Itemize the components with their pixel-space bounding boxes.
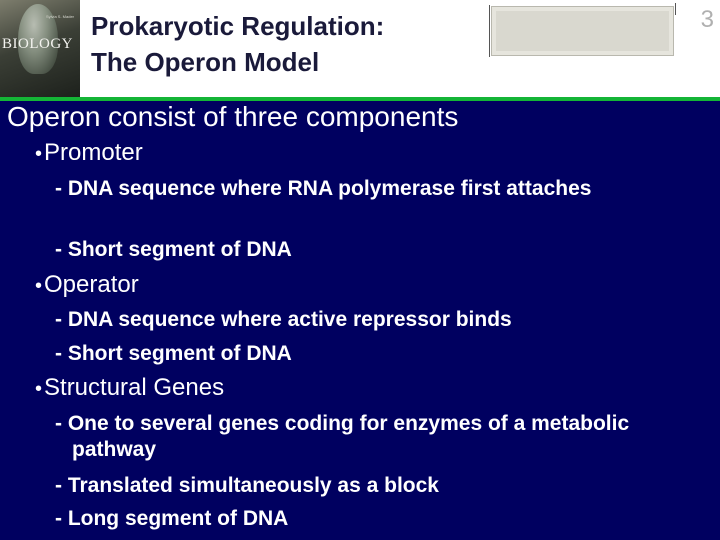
subpoint: - Translated simultaneously as a block — [55, 474, 439, 497]
bullet-label: Structural Genes — [44, 374, 225, 401]
slide-title — [91, 8, 471, 80]
slide-body — [0, 101, 720, 540]
header-photo — [491, 6, 674, 56]
photo-frame-line — [489, 5, 490, 57]
bullet-structural-genes — [35, 374, 224, 403]
bullet-operator — [35, 271, 139, 300]
bullet-dot-icon: • — [35, 275, 43, 297]
bullet-dot-icon: • — [35, 378, 43, 400]
bullet-label: Operator — [44, 271, 139, 298]
subpoint: - DNA sequence where active repressor binds — [55, 308, 512, 331]
bullet-promoter — [35, 139, 143, 168]
slide-title-line1: Prokaryotic Regulation: — [91, 11, 385, 41]
bullet-label: Promoter — [44, 139, 143, 166]
bullet-dot-icon: • — [35, 143, 43, 165]
subpoint: - Short segment of DNA — [55, 238, 292, 261]
book-cover-title: BIOLOGY — [2, 36, 73, 52]
page-number: 3 — [700, 6, 714, 33]
slide-title-line2: The Operon Model — [91, 47, 320, 77]
content-heading: Operon consist of three components — [7, 101, 459, 132]
book-author: Sylvia S. Mader — [46, 14, 75, 19]
photo-frame-line — [675, 3, 676, 15]
subpoint: - Long segment of DNA — [55, 507, 289, 530]
subpoint: - DNA sequence where RNA polymerase first attaches — [55, 177, 592, 200]
subpoint: - Short segment of DNA — [55, 342, 292, 365]
subpoint: - One to several genes coding for enzymes of a metabolic pathway — [55, 412, 630, 461]
book-cover-image — [0, 0, 80, 97]
